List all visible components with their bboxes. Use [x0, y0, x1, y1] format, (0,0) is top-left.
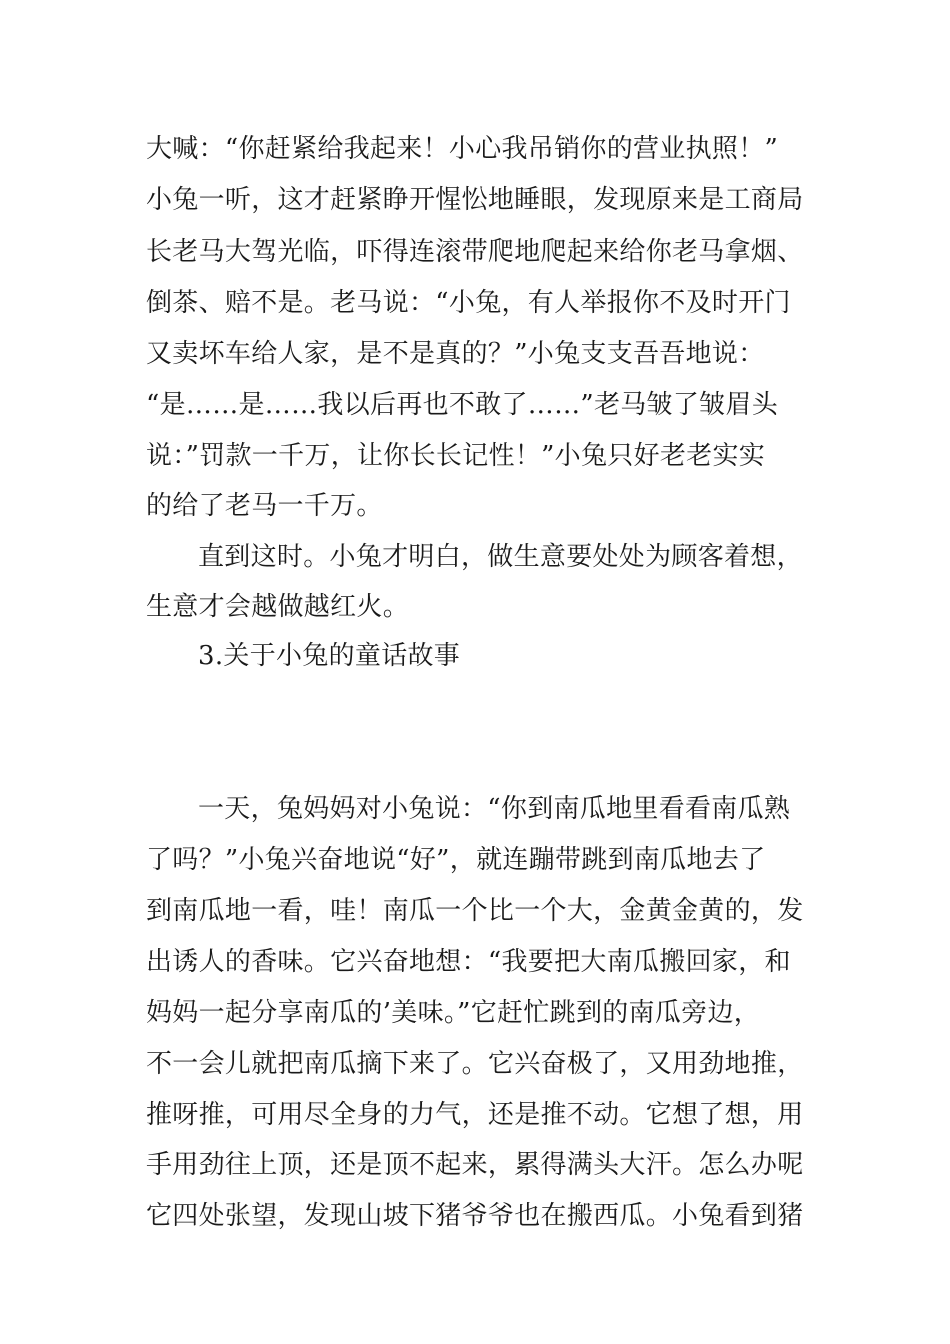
paragraph-3-line: 妈妈一起分享南瓜的’美味。”它赶忙跳到的南瓜旁边，: [146, 998, 761, 1028]
paragraph-1-line: 大喊：“你赶紧给我起来！小心我吊销你的营业执照！”: [146, 134, 779, 164]
paragraph-3-line: 出诱人的香味。它兴奋地想：“我要把大南瓜搬回家，和: [146, 947, 791, 977]
paragraph-1-line: 倒茶、赔不是。老马说：“小兔，有人举报你不及时开门: [146, 288, 791, 318]
paragraph-3-line: 到南瓜地一看，哇！南瓜一个比一个大，金黄金黄的，发: [146, 896, 804, 926]
paragraph-1-line: “是……是……我以后再也不敢了……”老马皱了皱眉头: [146, 390, 779, 420]
paragraph-3-line: 推呀推，可用尽全身的力气，还是推不动。它想了想，用: [146, 1100, 804, 1130]
section-heading: 3.关于小兔的童话故事: [198, 641, 461, 671]
paragraph-3-line: 一天，兔妈妈对小兔说：“你到南瓜地里看看南瓜熟: [198, 794, 791, 824]
paragraph-1-line: 又卖坏车给人家，是不是真的？”小兔支支吾吾地说：: [146, 339, 765, 369]
paragraph-3-line: 了吗？”小兔兴奋地说“好”，就连蹦带跳到南瓜地去了: [146, 845, 766, 875]
paragraph-2-line: 直到这时。小兔才明白，做生意要处处为顾客着想，: [198, 542, 803, 572]
paragraph-1-line: 说：”罚款一千万，让你长长记性！”小兔只好老老实实: [146, 441, 766, 471]
paragraph-1-line: 长老马大驾光临，吓得连滚带爬地爬起来给你老马拿烟、: [146, 237, 804, 267]
paragraph-1-line: 的给了老马一千万。: [146, 491, 383, 521]
paragraph-1-line: 小兔一听，这才赶紧睁开惺忪地睡眼，发现原来是工商局: [146, 185, 804, 215]
paragraph-3-line: 它四处张望，发现山坡下猪爷爷也在搬西瓜。小兔看到猪: [146, 1201, 804, 1231]
paragraph-3-line: 手用劲往上顶，还是顶不起来，累得满头大汗。怎么办呢: [146, 1150, 804, 1180]
paragraph-3-line: 不一会儿就把南瓜摘下来了。它兴奋极了，又用劲地推，: [146, 1049, 804, 1079]
paragraph-2-line: 生意才会越做越红火。: [146, 592, 410, 622]
